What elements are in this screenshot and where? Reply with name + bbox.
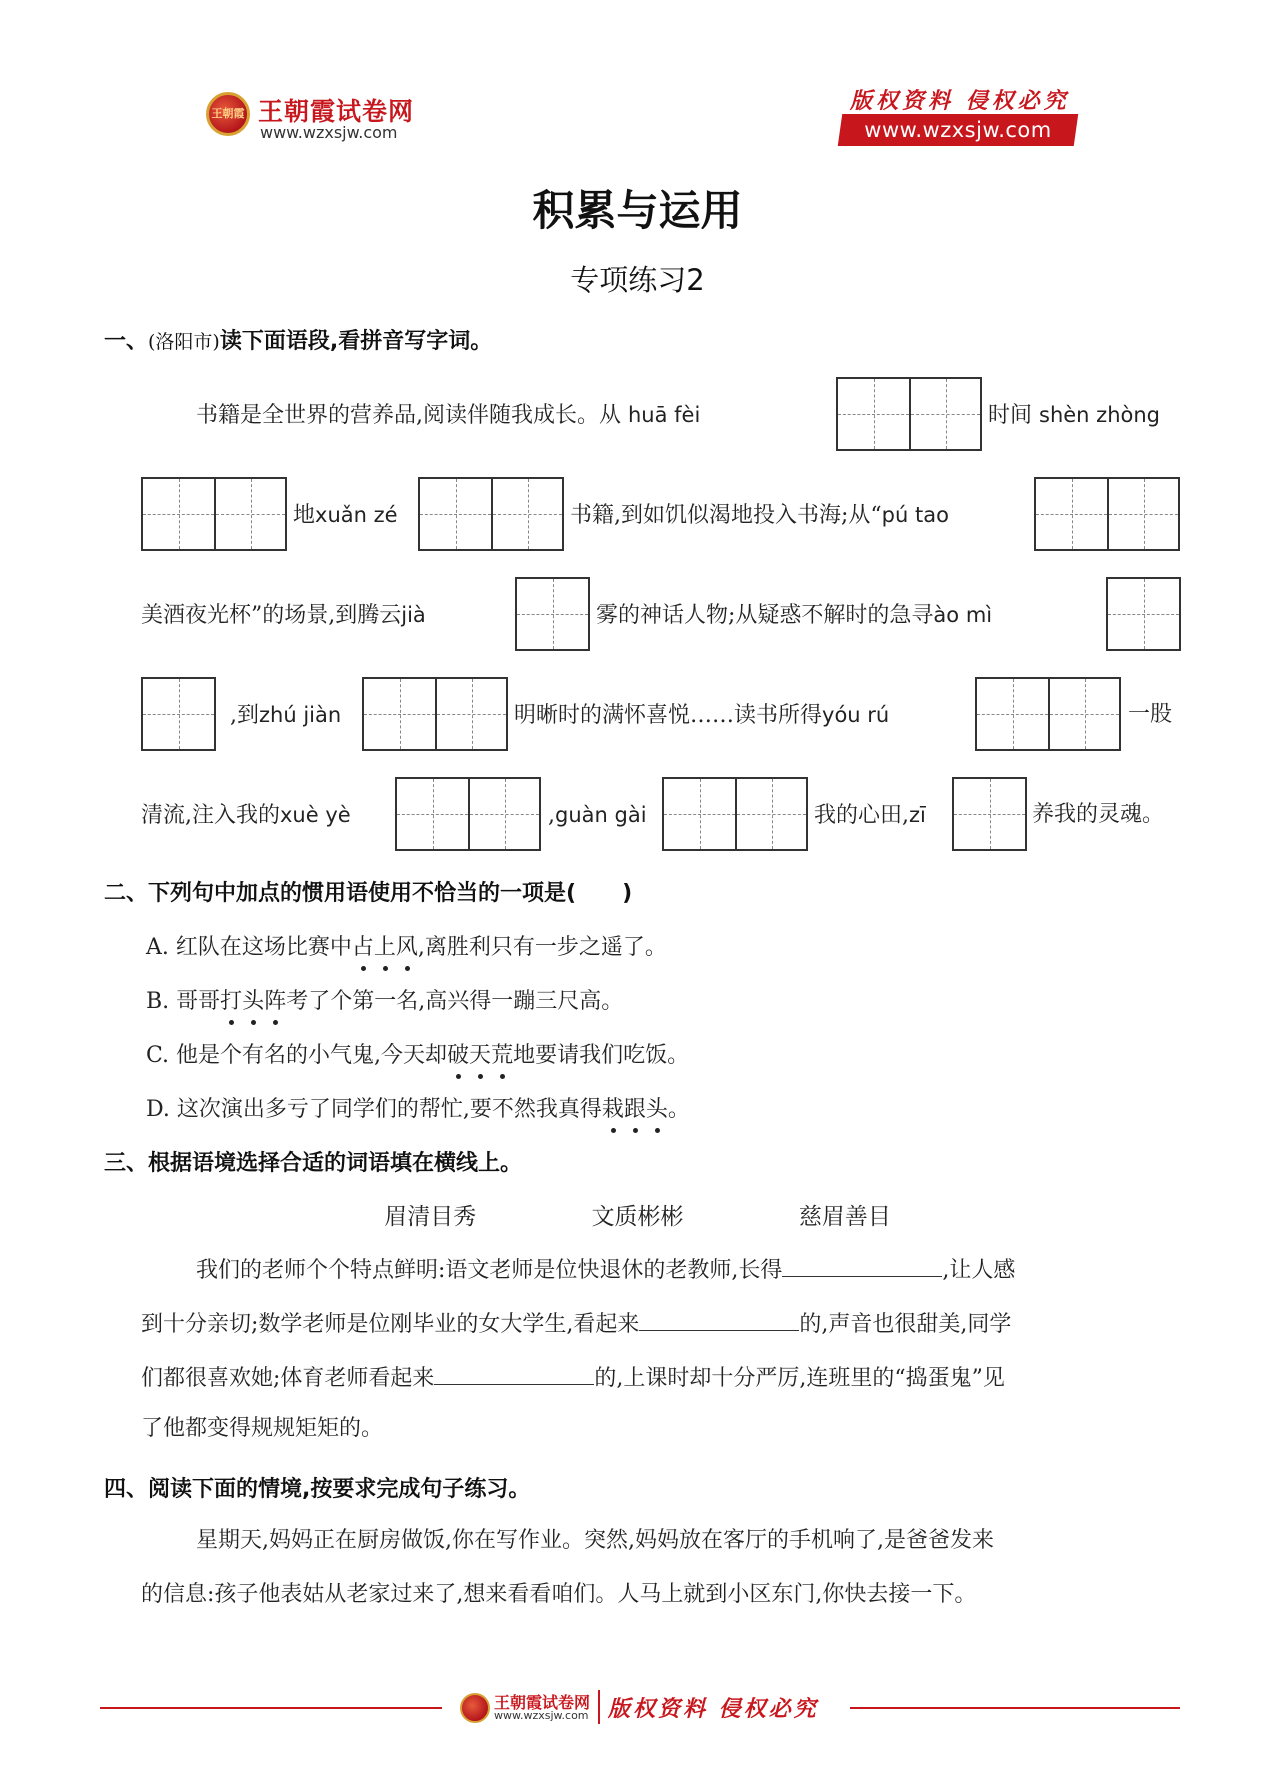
s1-line5-b: ,guàn gài xyxy=(548,803,647,828)
emphasis-dot-char: 风 xyxy=(396,930,418,961)
s3-line4: 了他都变得规规矩矩的。 xyxy=(141,1416,384,1441)
word-option-1: 眉清目秀 xyxy=(384,1204,477,1230)
pinyin-jia: jià xyxy=(401,603,426,627)
emphasis-dot-char: 打 xyxy=(220,984,242,1015)
s1-line5-c: 我的心田,zī xyxy=(814,803,926,828)
section1-number: 一、 xyxy=(104,329,149,354)
s1-line2-b: 书籍,到如饥似渴地投入书海;从“pú tao xyxy=(570,503,949,528)
section1-source-note: (洛阳市) xyxy=(148,331,220,353)
section2-heading: 二、下列句中加点的惯用语使用不恰当的一项是( ) xyxy=(104,881,633,906)
section4-heading: 四、阅读下面的情境,按要求完成句子练习。 xyxy=(104,1477,531,1502)
answer-grid-huafei[interactable] xyxy=(836,377,982,451)
footer-rights: 版权资料 侵权必究 xyxy=(608,1696,819,1722)
footer-logo-badge xyxy=(460,1693,490,1723)
footer-separator xyxy=(598,1690,600,1724)
option-b-idiom xyxy=(220,989,286,1014)
option-d[interactable]: D. 这次演出多亏了同学们的帮忙,要不然我真得栽跟头。 xyxy=(146,1092,690,1123)
pinyin-zi: zī xyxy=(909,803,926,827)
s3-line1: 我们的老师个个特点鲜明:语文老师是位快退休的老教师,长得 ,让人感 xyxy=(196,1252,1015,1286)
s3-line3: 们都很喜欢她;体育老师看起来 的,上课时却十分严厉,连班里的“捣蛋鬼”见 xyxy=(141,1360,1005,1394)
logo-name: 王朝霞试卷网 xyxy=(258,97,415,126)
fill-blank-1[interactable] xyxy=(782,1252,942,1277)
emphasis-dot-char: 破 xyxy=(447,1038,469,1069)
dotted-idiom-b xyxy=(220,989,286,1014)
emphasis-dot-char: 荒 xyxy=(491,1038,513,1069)
answer-grid-aomi-2[interactable] xyxy=(141,677,216,751)
answer-grid-aomi-1[interactable] xyxy=(1106,577,1181,651)
s1-line1-tail: 时间 shèn zhòng xyxy=(988,403,1160,428)
dotted-idiom-d xyxy=(602,1097,668,1122)
s1-line4-b: 明晰时的满怀喜悦……读书所得yóu rú xyxy=(514,703,890,728)
fill-blank-3[interactable] xyxy=(434,1360,594,1385)
s3-line2: 到十分亲切;数学老师是位刚毕业的女大学生,看起来 的,声音也很甜美,同学 xyxy=(141,1306,1011,1340)
dotted-idiom-a xyxy=(352,935,418,960)
logo-badge: 王朝霞 xyxy=(206,92,250,136)
dotted-idiom-c xyxy=(447,1043,513,1068)
emphasis-dot-char: 上 xyxy=(374,930,396,961)
answer-grid-zhujian[interactable] xyxy=(362,677,508,751)
s1-line1-text: 书籍是全世界的营养品,阅读伴随我成长。从 huā fèi xyxy=(196,403,701,428)
s1-line5-d: 养我的灵魂。 xyxy=(1032,802,1165,827)
s1-line4-c: 一股 xyxy=(1128,702,1173,727)
pinyin-guangai: guàn gài xyxy=(555,803,647,827)
section1-instruction: 读下面语段,看拼音写字词。 xyxy=(219,329,493,354)
section1-heading xyxy=(104,324,492,355)
word-option-3: 慈眉善目 xyxy=(798,1204,891,1230)
pinyin-xuanze: xuǎn zé xyxy=(315,503,398,527)
pinyin-putao: pú tao xyxy=(881,503,949,527)
emphasis-dot-char: 占 xyxy=(352,930,374,961)
answer-grid-xueye[interactable] xyxy=(395,777,541,851)
answer-grid-jia[interactable] xyxy=(515,577,590,651)
s1-line3-a: 美酒夜光杯”的场景,到腾云jià xyxy=(141,603,426,628)
option-a-idiom xyxy=(352,935,418,960)
option-b[interactable]: B. 哥哥打头阵考了个第一名,高兴得一蹦三尺高。 xyxy=(146,984,623,1015)
option-c[interactable]: C. 他是个有名的小气鬼,今天却破天荒地要请我们吃饭。 xyxy=(146,1038,689,1069)
word-bank xyxy=(0,1198,1275,1231)
emphasis-dot-char: 栽 xyxy=(602,1092,624,1123)
rights-notice: 版权资料 侵权必究 xyxy=(850,88,1070,114)
s4-line1: 星期天,妈妈正在厨房做饭,你在写作业。突然,妈妈放在客厅的手机响了,是爸爸发来 xyxy=(196,1528,994,1553)
option-a[interactable]: A. 红队在这场比赛中占上风,离胜利只有一步之遥了。 xyxy=(146,930,667,961)
emphasis-dot-char: 头 xyxy=(242,984,264,1015)
page-subtitle: 专项练习2 xyxy=(570,263,705,297)
option-d-idiom xyxy=(602,1097,668,1122)
answer-grid-guangai[interactable] xyxy=(662,777,808,851)
pinyin-huafei: huā fèi xyxy=(628,403,701,427)
footer-logo-name: 王朝霞试卷网 xyxy=(494,1693,591,1712)
s1-line4-a: ,到zhú jiàn xyxy=(230,703,342,728)
rights-url-banner xyxy=(838,114,1078,146)
pinyin-xueye: xuè yè xyxy=(280,803,351,827)
pinyin-shenzhong: shèn zhòng xyxy=(1039,403,1160,427)
footer-rule-right xyxy=(850,1707,1180,1709)
s4-line2: 的信息:孩子他表姑从老家过来了,想来看看咱们。人马上就到小区东门,你快去接一下。 xyxy=(141,1582,977,1607)
section3-heading: 三、根据语境选择合适的词语填在横线上。 xyxy=(104,1151,523,1176)
emphasis-dot-char: 头 xyxy=(646,1092,668,1123)
pinyin-zhujian: zhú jiàn xyxy=(259,703,342,727)
emphasis-dot-char: 阵 xyxy=(264,984,286,1015)
answer-grid-shenzhong[interactable] xyxy=(141,477,287,551)
s1-line3-b: 雾的神话人物;从疑惑不解时的急寻ào mì xyxy=(596,603,993,628)
emphasis-dot-char: 天 xyxy=(469,1038,491,1069)
option-c-idiom xyxy=(447,1043,513,1068)
s1-line2-a: 地xuǎn zé xyxy=(293,503,398,528)
logo-url: www.wzxsjw.com xyxy=(260,123,398,142)
s1-line5-a: 清流,注入我的xuè yè xyxy=(141,803,351,828)
pinyin-youru: yóu rú xyxy=(822,703,890,727)
answer-grid-youru[interactable] xyxy=(975,677,1121,751)
word-option-2: 文质彬彬 xyxy=(591,1204,684,1230)
emphasis-dot-char: 跟 xyxy=(624,1092,646,1123)
page-title: 积累与运用 xyxy=(532,186,743,235)
section2-instruction: 二、下列句中加点的惯用语使用不恰当的一项是( xyxy=(104,881,577,906)
answer-grid-zi[interactable] xyxy=(952,777,1027,851)
pinyin-aomi: ào mì xyxy=(933,603,993,627)
footer-logo-url: www.wzxsjw.com xyxy=(494,1709,589,1722)
fill-blank-2[interactable] xyxy=(639,1306,799,1331)
rights-url: www.wzxsjw.com xyxy=(864,118,1052,142)
answer-grid-putao[interactable] xyxy=(1034,477,1180,551)
footer-rule-left xyxy=(100,1707,442,1709)
answer-grid-xuanze[interactable] xyxy=(418,477,564,551)
